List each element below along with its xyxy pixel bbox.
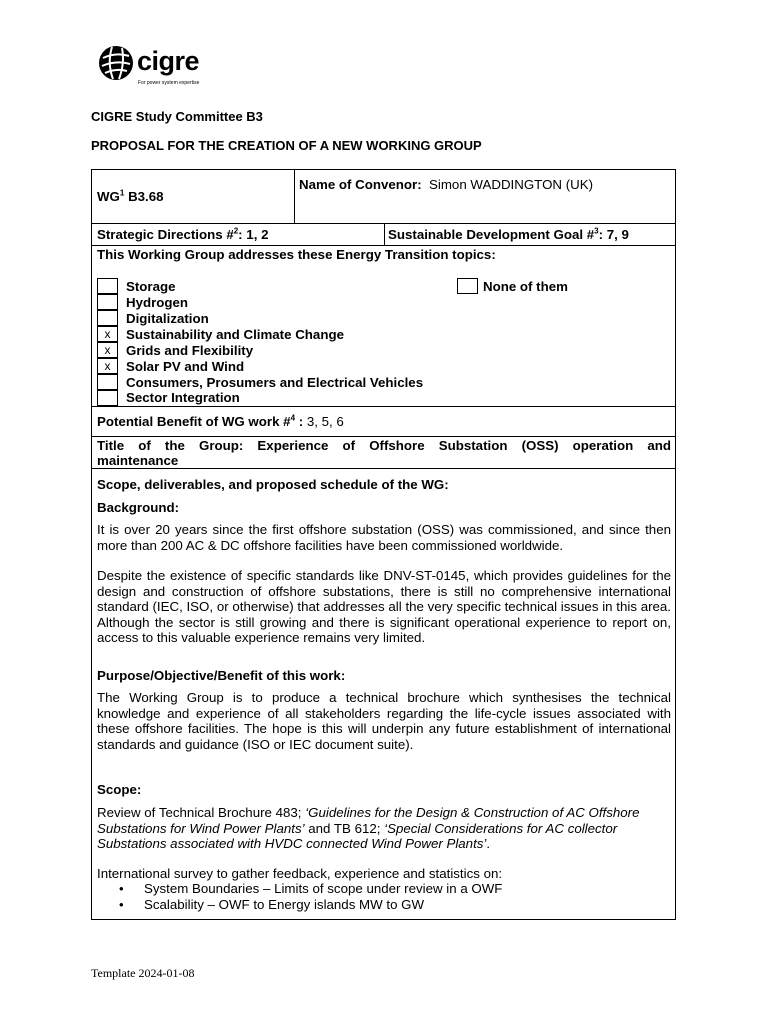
scope2-heading: Scope: xyxy=(97,782,142,797)
topic-label: Grids and Flexibility xyxy=(126,343,254,358)
row-divider xyxy=(92,468,675,469)
column-divider xyxy=(384,223,385,245)
committee-heading: CIGRE Study Committee B3 xyxy=(91,109,263,124)
purpose-paragraph: The Working Group is to produce a technical brochure which synthesises the technical knowledge and experience of all stakeholders regarding the life-cycle issues associated with these offshore facilities. The hope is this will underpin any future establishment of international standards and guidance (ISO or IEC document suite). xyxy=(97,690,671,752)
row-divider xyxy=(92,406,675,407)
proposal-heading: PROPOSAL FOR THE CREATION OF A NEW WORKING GROUP xyxy=(91,138,482,153)
topic-label: Sector Integration xyxy=(126,390,240,405)
checkbox-storage[interactable] xyxy=(97,278,118,294)
checkbox-sector-integration[interactable] xyxy=(97,390,118,406)
convenor: Name of Convenor: Simon WADDINGTON (UK) xyxy=(299,177,594,192)
row-divider xyxy=(92,245,675,246)
potential-benefit: Potential Benefit of WG work #$^4$ : 3, 5, 6 xyxy=(97,413,344,429)
wg-number: $WG^1$ B3.68 xyxy=(97,188,164,204)
background-paragraph-2: Despite the existence of specific standards like DNV-ST-0145, which provides guidelines for the design and construction of offshore substations, there is still no comprehensive international standard (IEC, ISO, or otherwise) that addresses all the very specific technical issues in this area. Although the sector is still growing and there is significant operational experience to report on, access to this valuable experience remains very limited. xyxy=(97,568,671,645)
checkbox-none[interactable] xyxy=(457,278,478,294)
background-heading: Background: xyxy=(97,500,180,515)
group-title-line2: maintenance xyxy=(97,453,179,468)
column-divider xyxy=(294,170,295,223)
logo-brand: cigre xyxy=(137,46,200,76)
group-title-line1: Title of the Group: Experience of Offshore Substation (OSS) operation and xyxy=(97,438,671,453)
list-item: • System Boundaries – Limits of scope under review in a OWF xyxy=(117,881,502,897)
topic-label: Consumers, Prosumers and Electrical Vehicles xyxy=(126,375,424,390)
none-label: None of them xyxy=(483,279,568,294)
checkbox-solar-wind[interactable]: x xyxy=(97,358,118,374)
cigre-logo xyxy=(97,44,207,94)
row-divider xyxy=(92,436,675,437)
topic-label: Hydrogen xyxy=(126,295,189,310)
sustainable-development-goal: Sustainable Development Goal #$^3$: 7, 9 xyxy=(388,226,629,242)
survey-bullets xyxy=(117,881,502,913)
checkbox-digitalization[interactable] xyxy=(97,310,118,326)
list-item: • Scalability – OWF to Energy islands MW to GW xyxy=(117,897,502,913)
proposal-form xyxy=(91,169,676,920)
logo-tagline: For power system expertise xyxy=(138,80,200,86)
cigre-globe-icon xyxy=(97,44,135,82)
purpose-heading: Purpose/Objective/Benefit of this work: xyxy=(97,668,346,683)
topic-label: Storage xyxy=(126,279,176,294)
scope-paragraph: Review of Technical Brochure 483; ‘Guidelines for the Design & Construction of AC Offshore Substations for Wind Power Plants’ and TB 612; ‘Special Considerations for AC collector Substations associated with HVDC connected Wind Power Plants’. xyxy=(97,805,640,851)
checkbox-consumers[interactable] xyxy=(97,374,118,390)
strategic-directions: Strategic Directions #$^2$: 1, 2 xyxy=(97,226,269,242)
scope-heading: Scope, deliverables, and proposed schedule of the WG: xyxy=(97,477,449,492)
checkbox-sustainability[interactable]: x xyxy=(97,326,118,342)
topic-label: Sustainability and Climate Change xyxy=(126,327,344,342)
checkbox-grids[interactable]: x xyxy=(97,342,118,358)
background-paragraph-1: It is over 20 years since the first offshore substation (OSS) was commissioned, and since then more than 200 AC & DC offshore facilities have been commissioned worldwide. xyxy=(97,522,671,553)
topic-label: Solar PV and Wind xyxy=(126,359,245,374)
topic-label: Digitalization xyxy=(126,311,209,326)
survey-intro: International survey to gather feedback, experience and statistics on: xyxy=(97,866,503,881)
checkbox-hydrogen[interactable] xyxy=(97,294,118,310)
template-footer: Template 2024-01-08 xyxy=(91,966,195,980)
topics-heading: This Working Group addresses these Energy Transition topics: xyxy=(97,247,496,262)
